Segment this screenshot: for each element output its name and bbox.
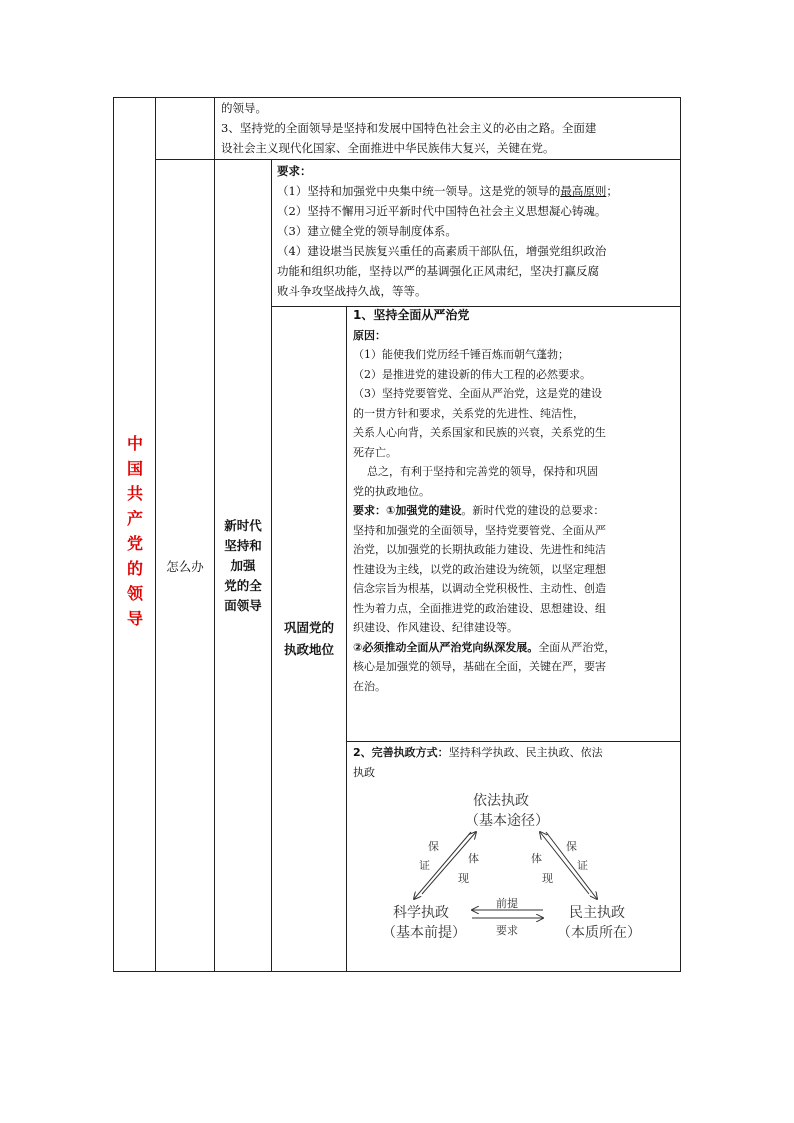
req-line xyxy=(353,501,678,521)
requirement-item: 功能和组织功能，坚持以严的基调强化正风肃纪，坚决打赢反腐 xyxy=(277,264,599,278)
strict-governance-block xyxy=(353,306,678,696)
governance-line xyxy=(353,743,678,763)
table-border-bottom xyxy=(113,971,681,972)
node-top-sub: （基本途径） xyxy=(465,813,549,829)
col-divider-4 xyxy=(346,306,347,972)
label-right-inner-2: 现 xyxy=(542,872,553,885)
reason-line: 关系人心向背，关系国家和民族的兴衰，关系党的生 xyxy=(353,426,606,439)
node-right-sub: （本质所在） xyxy=(557,925,641,941)
ruling-position-label-line: 巩固党的 xyxy=(283,620,334,635)
req-line: 核心是加强党的领导，基础在全面，关键在严，要害 xyxy=(353,660,606,673)
requirement-item: （4）建设堪当民族复兴重任的高素质干部队伍，增强党组织政治 xyxy=(277,244,607,258)
req-line: 坚持和加强党的全面领导，坚持党要管党、全面从严 xyxy=(353,523,606,537)
how-label: 怎么办 xyxy=(166,558,204,574)
leadership-label xyxy=(224,516,262,616)
req-first-bold: ①加强党的建设 xyxy=(386,504,462,517)
reason-label: 原因： xyxy=(353,328,386,342)
governance-heading: 2、完善执政方式： xyxy=(353,746,449,759)
text-line: 的领导。 xyxy=(221,101,267,115)
left-title-cell xyxy=(113,98,155,972)
text-line: 3、坚持党的全面领导是坚持和发展中国特色社会主义的必由之路。全面建 xyxy=(221,121,597,135)
governance-text: 执政 xyxy=(353,765,375,779)
label-bottom-top: 前提 xyxy=(496,897,518,910)
requirement-item: （2）坚持不懈用习近平新时代中国特色社会主义思想凝心铸魂。 xyxy=(277,204,607,218)
req-second-rest: 全面从严治党， xyxy=(538,640,616,654)
req-line: 在治。 xyxy=(353,679,386,693)
label-bottom-bottom: 要求 xyxy=(496,924,518,937)
req-line: 性为着力点，全面推进党的政治建设、思想建设、组 xyxy=(353,601,606,615)
req-line: 性建设为主线，以党的政治建设为统领，以坚定理想 xyxy=(353,562,606,576)
req-first-rest: 。新时代党的建设的总要求： xyxy=(461,504,605,517)
leadership-label-line: 坚持和 xyxy=(224,537,262,553)
strict-heading: 1、坚持全面从严治党 xyxy=(353,308,470,322)
reason-line: 死存亡。 xyxy=(353,445,397,459)
text-line: 设社会主义现代化国家、全面推进中华民族伟大复兴，关键在党。 xyxy=(221,141,555,155)
reason-line: 的一贯方针和要求，关系党的先进性、纯洁性， xyxy=(353,406,584,420)
governance-diagram xyxy=(348,782,678,957)
req-line: 信念宗旨为根基，以调动全党积极性、主动性、创造 xyxy=(353,582,606,595)
requirement-item: 败斗争攻坚战持久战，等等。 xyxy=(277,284,427,298)
requirement-item: （3）建立健全党的领导制度体系。 xyxy=(277,224,457,238)
leadership-label-line: 党的全 xyxy=(224,577,262,593)
req-second-bold: ②必须推动全面从严治党向纵深发展。 xyxy=(353,640,539,654)
label-right-inner-1: 体 xyxy=(531,852,542,865)
table-border-right xyxy=(680,97,681,972)
leadership-label-cell xyxy=(215,160,271,971)
reason-line: 总之，有利于坚持和完善党的领导，保持和巩固 xyxy=(353,465,598,478)
reason-line: （2）是推进党的建设新的伟大工程的必然要求。 xyxy=(353,367,591,381)
row-divider-3 xyxy=(346,741,681,742)
label-left-inner-1: 体 xyxy=(468,852,479,865)
label-left-inner-2: 现 xyxy=(458,872,469,885)
leadership-label-line: 新时代 xyxy=(224,517,262,533)
left-title: 中国共产党的领导 xyxy=(124,435,144,635)
how-label-cell xyxy=(156,160,214,971)
req-line xyxy=(353,638,678,658)
label-left-outer-2: 证 xyxy=(419,859,430,872)
ruling-position-label xyxy=(284,617,334,661)
node-top-title: 依法执政 xyxy=(473,793,529,809)
reason-line: （3）坚持党要管党、全面从严治党，这是党的建设 xyxy=(353,387,602,400)
leadership-label-line: 加强 xyxy=(230,557,256,573)
node-left-sub: （基本前提） xyxy=(382,925,466,941)
req-line: 治党，以加强党的长期执政能力建设、先进性和纯洁 xyxy=(353,543,606,556)
top-text-block xyxy=(221,98,677,158)
requirements-block xyxy=(277,161,677,301)
req-line: 织建设、作风建设、纪律建设等。 xyxy=(353,621,518,634)
governance-block xyxy=(353,743,678,782)
label-right-outer-1: 保 xyxy=(566,840,577,853)
requirements-heading: 要求： xyxy=(277,164,312,178)
label-right-outer-2: 证 xyxy=(577,859,588,872)
leadership-label-line: 面领导 xyxy=(224,597,262,613)
label-left-outer-1: 保 xyxy=(428,840,439,853)
governance-text: 坚持科学执政、民主执政、依法 xyxy=(448,746,603,759)
node-right-title: 民主执政 xyxy=(569,905,625,921)
node-left-title: 科学执政 xyxy=(393,905,449,921)
requirement-item: （1）坚持和加强党中央集中统一领导。这是党的领导的最高原则； xyxy=(277,184,618,198)
req-label: 要求： xyxy=(353,504,386,517)
ruling-position-label-line: 执政地位 xyxy=(283,642,334,657)
ruling-position-label-cell xyxy=(272,307,346,971)
reason-line: （1）能使我们党历经千锤百炼而朝气蓬勃； xyxy=(353,348,569,361)
reason-line: 党的执政地位。 xyxy=(353,484,430,498)
